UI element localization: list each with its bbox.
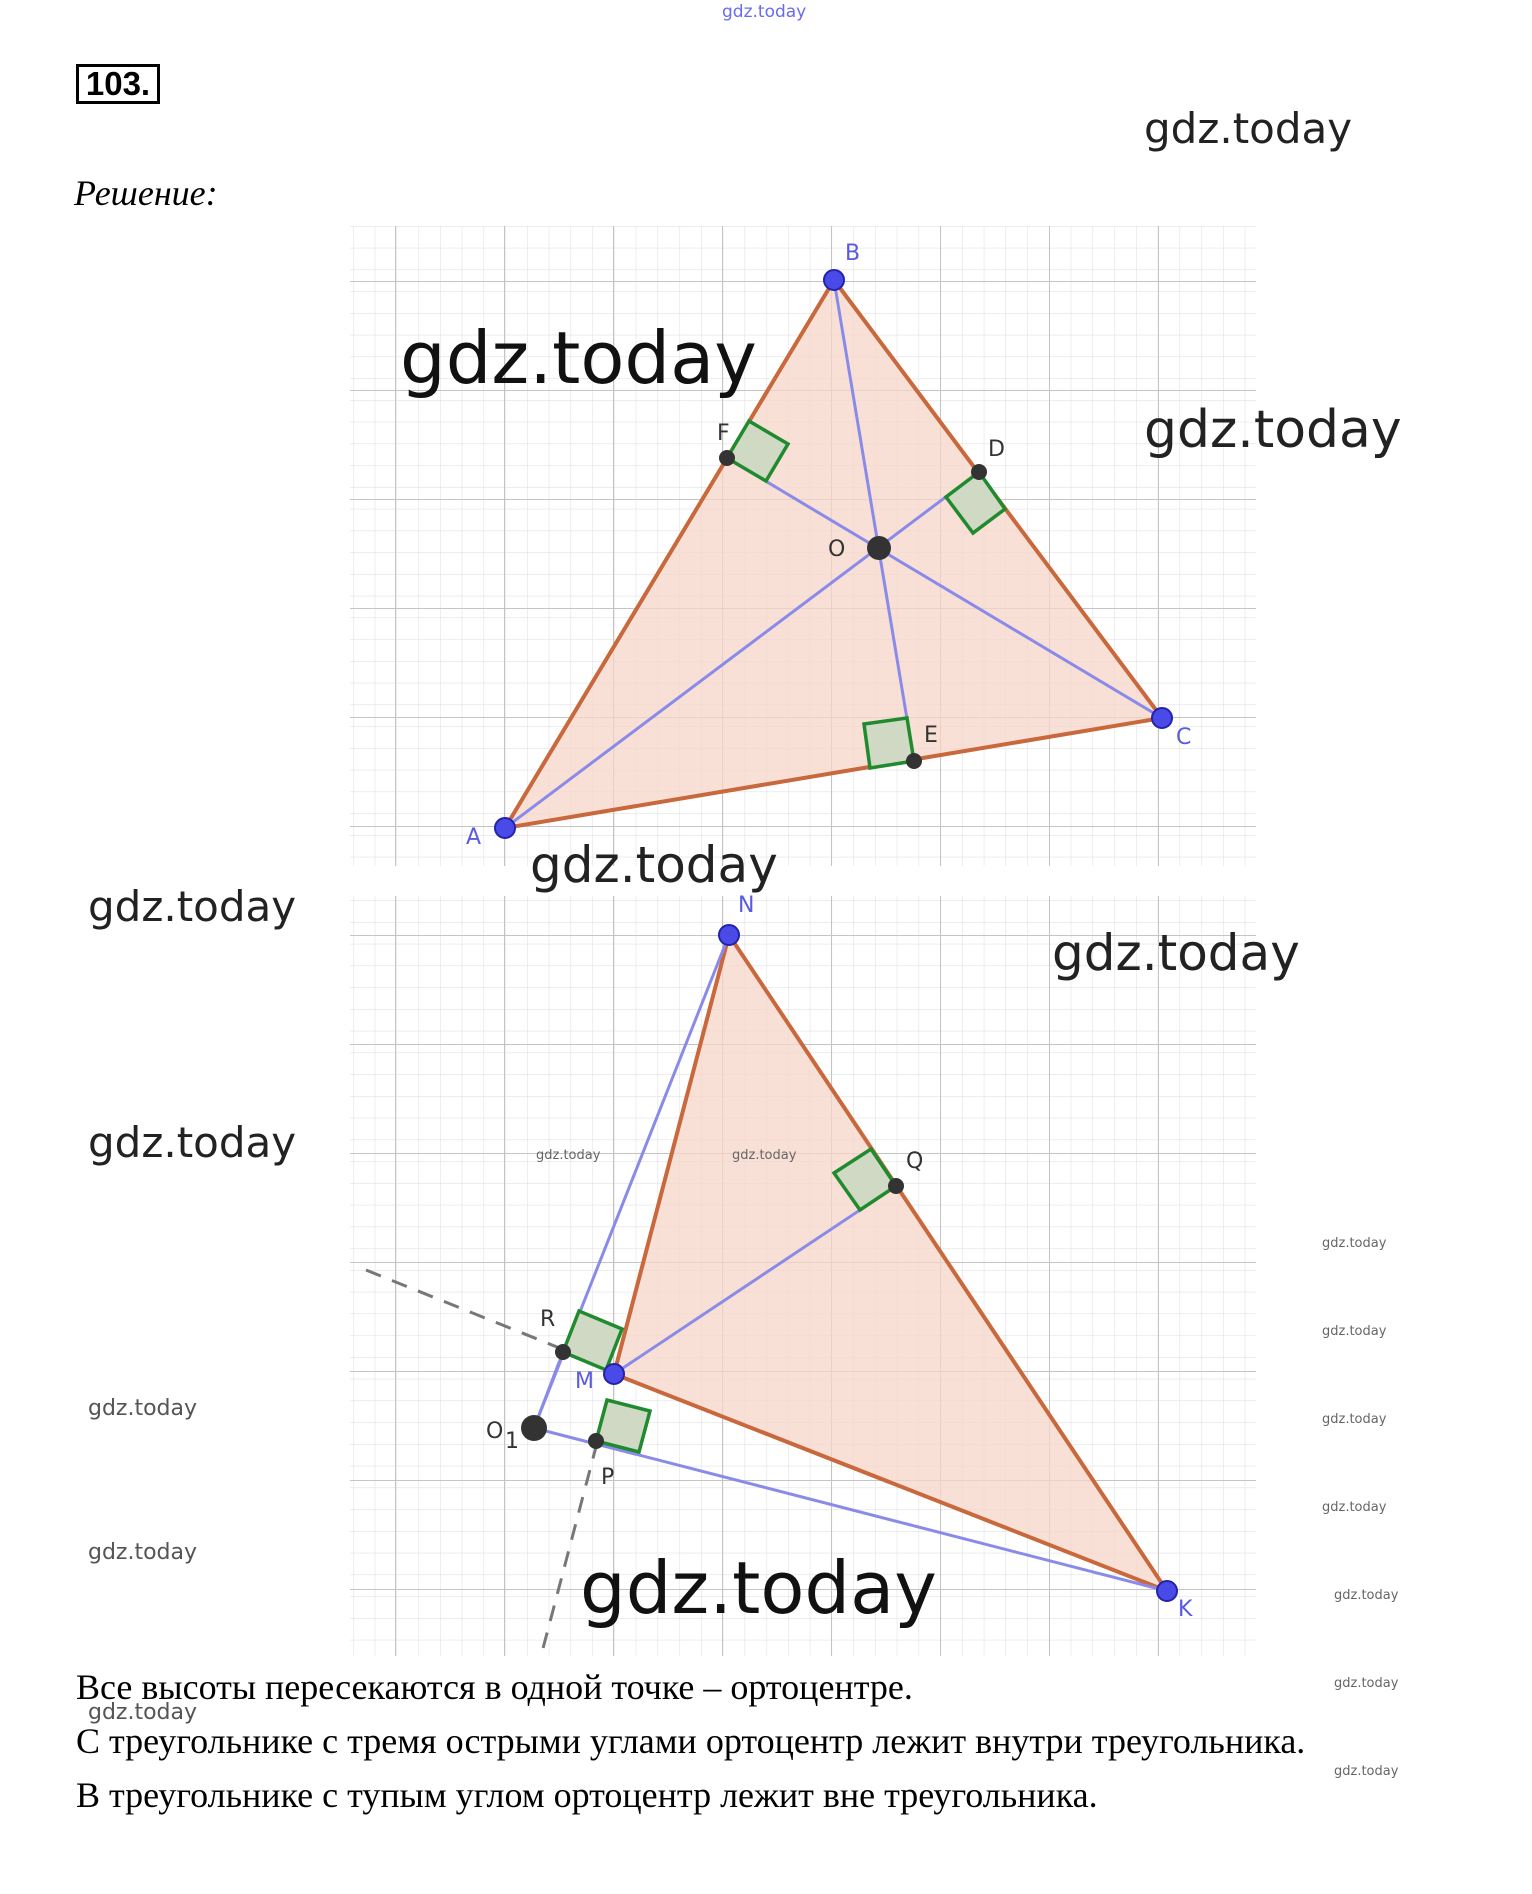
label-n: N bbox=[738, 893, 755, 918]
watermark: gdz.today bbox=[88, 1540, 198, 1565]
watermark: gdz.today bbox=[732, 1148, 797, 1163]
vertex-k bbox=[1157, 1581, 1177, 1601]
point-f bbox=[719, 450, 735, 466]
watermark: gdz.today bbox=[1322, 1412, 1387, 1427]
vertex-c bbox=[1152, 708, 1172, 728]
label-f: F bbox=[717, 421, 730, 446]
watermark: gdz.today bbox=[536, 1148, 601, 1163]
point-o1 bbox=[521, 1415, 547, 1441]
conclusion-line-3: В треугольнике с тупым углом ортоцентр лежит вне треугольника. bbox=[76, 1775, 1098, 1815]
watermark: gdz.today bbox=[88, 882, 297, 931]
watermark: gdz.today bbox=[1052, 924, 1300, 982]
conclusion-line-2: С треугольнике с тремя острыми углами ортоцентр лежит внутри треугольника. bbox=[76, 1721, 1306, 1761]
label-r: R bbox=[540, 1307, 556, 1332]
point-o bbox=[867, 536, 891, 560]
watermark: gdz.today bbox=[580, 1546, 937, 1630]
watermark: gdz.today bbox=[1334, 1676, 1399, 1691]
vertex-n bbox=[719, 925, 739, 945]
watermark: gdz.today bbox=[1334, 1764, 1399, 1779]
vertex-m bbox=[604, 1364, 624, 1384]
point-d bbox=[971, 464, 987, 480]
label-c: C bbox=[1176, 725, 1192, 750]
label-k: K bbox=[1178, 1597, 1193, 1622]
label-q: Q bbox=[906, 1149, 924, 1174]
label-b: B bbox=[845, 241, 861, 266]
watermark: gdz.today bbox=[1322, 1324, 1387, 1339]
watermark: gdz.today bbox=[88, 1118, 297, 1167]
vertex-b bbox=[824, 270, 844, 290]
watermark: gdz.today bbox=[88, 1396, 198, 1421]
watermark: gdz.today bbox=[1322, 1500, 1387, 1515]
conclusion-line-1: Все высоты пересекаются в одной точке – ортоцентре. bbox=[76, 1667, 913, 1707]
label-d: D bbox=[988, 437, 1005, 462]
point-r bbox=[555, 1344, 571, 1360]
point-p bbox=[588, 1433, 604, 1449]
watermark: gdz.today bbox=[88, 1700, 198, 1725]
point-e bbox=[906, 753, 922, 769]
watermark: gdz.today bbox=[530, 836, 778, 894]
label-o1: O bbox=[486, 1419, 504, 1444]
vertex-a bbox=[495, 818, 515, 838]
watermark: gdz.today bbox=[1144, 104, 1353, 153]
problem-number: 103. bbox=[76, 64, 160, 104]
watermark: gdz.today bbox=[400, 316, 757, 400]
label-p: P bbox=[601, 1465, 615, 1490]
label-o1-sub: 1 bbox=[505, 1429, 519, 1454]
watermark: gdz.today bbox=[1334, 1588, 1399, 1603]
label-a: A bbox=[466, 825, 482, 850]
label-o: O bbox=[828, 537, 846, 562]
label-e: E bbox=[924, 723, 938, 748]
watermark-top: gdz.today bbox=[722, 2, 807, 22]
watermark: gdz.today bbox=[1144, 400, 1402, 460]
solution-heading: Решение: bbox=[74, 173, 218, 213]
watermark: gdz.today bbox=[1322, 1236, 1387, 1251]
point-q bbox=[888, 1178, 904, 1194]
right-angle-p bbox=[596, 1400, 650, 1452]
label-m: M bbox=[575, 1369, 594, 1394]
